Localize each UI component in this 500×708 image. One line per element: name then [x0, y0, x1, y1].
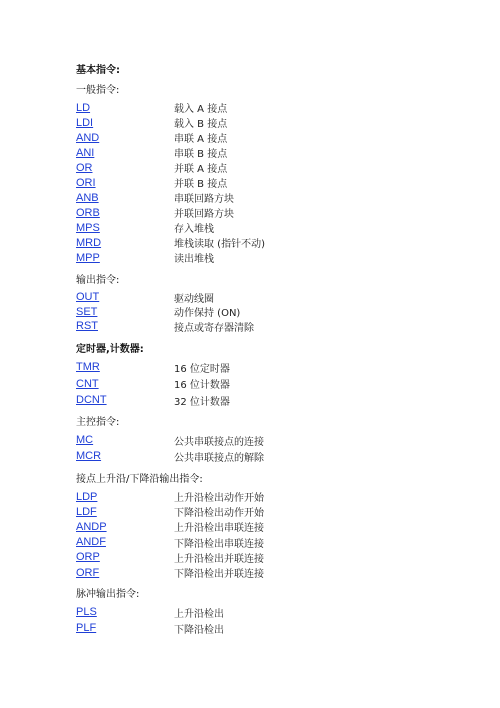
instruction-row — [76, 145, 436, 160]
section-heading: 接点上升沿/下降沿输出指令: — [76, 474, 203, 485]
instruction-row — [76, 565, 436, 580]
instruction-description: 公共串联接点的解除 — [174, 452, 264, 464]
instruction-link[interactable]: MRD — [76, 236, 102, 249]
instruction-row — [76, 100, 436, 115]
instruction-link[interactable]: OUT — [76, 291, 100, 304]
instruction-row — [76, 504, 436, 519]
instruction-link[interactable]: LDF — [76, 505, 97, 518]
section-heading: 一般指令: — [76, 85, 120, 96]
instruction-link[interactable]: LDP — [76, 490, 98, 503]
instruction-link[interactable]: MPP — [76, 251, 100, 264]
instruction-link[interactable]: OR — [76, 161, 93, 174]
instruction-row — [76, 160, 436, 175]
instruction-link[interactable]: LD — [76, 101, 91, 114]
instruction-description: 下降沿检出动作开始 — [174, 508, 264, 520]
instruction-description: 载入 B 接点 — [174, 119, 228, 130]
instruction-link[interactable]: ANDP — [76, 520, 107, 533]
instruction-description: 并联 B 接点 — [174, 179, 228, 190]
instruction-description: 下降沿检出串联连接 — [174, 538, 264, 550]
instruction-row — [76, 519, 436, 534]
section — [76, 342, 436, 409]
instruction-link[interactable]: LDI — [76, 116, 94, 129]
instruction-row — [76, 305, 436, 320]
instruction-link[interactable]: RST — [76, 320, 98, 333]
instruction-link[interactable]: CNT — [76, 377, 99, 390]
instruction-description: 上升沿检出串联连接 — [174, 523, 264, 535]
instruction-row — [76, 290, 436, 305]
section — [76, 83, 436, 265]
instruction-description: 串联 A 接点 — [174, 134, 228, 145]
instruction-link[interactable]: ANDF — [76, 536, 106, 549]
instruction-row — [76, 550, 436, 565]
instruction-description: 串联回路方块 — [174, 194, 234, 205]
instruction-link[interactable]: ANI — [76, 146, 95, 159]
instruction-description: 堆栈读取 (指针不动) — [174, 239, 265, 250]
instruction-row — [76, 359, 436, 376]
instruction-row — [76, 392, 436, 409]
instruction-description: 16 位计数器 — [174, 380, 230, 392]
instruction-row — [76, 115, 436, 130]
instruction-row — [76, 448, 436, 464]
instruction-link[interactable]: ORI — [76, 176, 96, 189]
instruction-row — [76, 220, 436, 235]
instruction-row — [76, 205, 436, 220]
instruction-link[interactable]: DCNT — [76, 394, 107, 407]
section-heading: 定时器,计数器: — [76, 344, 144, 355]
instruction-row — [76, 489, 436, 504]
instruction-description: 存入堆栈 — [174, 224, 214, 235]
section — [76, 587, 436, 636]
instruction-row — [76, 130, 436, 145]
instruction-description: 公共串联接点的连接 — [174, 436, 264, 448]
instruction-link[interactable]: PLS — [76, 606, 97, 618]
section-heading: 主控指令: — [76, 417, 120, 428]
section — [76, 472, 436, 580]
section — [76, 273, 436, 334]
instruction-link[interactable]: ORF — [76, 566, 100, 579]
instruction-description: 32 位计数器 — [174, 396, 230, 408]
instruction-link[interactable]: ORP — [76, 551, 100, 564]
page-title: 基本指令: — [76, 65, 120, 76]
instruction-link[interactable]: SET — [76, 305, 98, 318]
instruction-row — [76, 175, 436, 190]
instruction-link[interactable]: TMR — [76, 361, 100, 374]
instruction-row — [76, 376, 436, 393]
instruction-description: 下降沿检出并联连接 — [174, 569, 264, 581]
instruction-description: 并联回路方块 — [174, 209, 234, 220]
instruction-description: 载入 A 接点 — [174, 104, 228, 115]
instruction-row — [76, 604, 436, 620]
instruction-description: 并联 A 接点 — [174, 164, 228, 175]
instruction-description: 上升沿检出 — [174, 608, 224, 620]
instruction-row — [76, 319, 436, 334]
instruction-description: 读出堆栈 — [174, 254, 214, 265]
instruction-description: 动作保持 (ON) — [174, 308, 241, 320]
instruction-description: 16 位定时器 — [174, 363, 230, 375]
instruction-link[interactable]: MCR — [76, 450, 102, 462]
section-heading: 脉冲输出指令: — [76, 589, 140, 600]
instruction-row — [76, 535, 436, 550]
instruction-row — [76, 432, 436, 448]
instruction-description: 串联 B 接点 — [174, 149, 228, 160]
instruction-description: 接点或寄存器清除 — [174, 322, 254, 334]
instruction-description: 上升沿检出并联连接 — [174, 553, 264, 565]
instruction-link[interactable]: ORB — [76, 206, 100, 219]
instruction-link[interactable]: ANB — [76, 191, 99, 204]
instruction-row — [76, 235, 436, 250]
instruction-description: 下降沿检出 — [174, 624, 224, 636]
instruction-description: 上升沿检出动作开始 — [174, 493, 264, 505]
instruction-link[interactable]: AND — [76, 131, 100, 144]
instruction-description: 驱动线圈 — [174, 293, 214, 305]
instruction-link[interactable]: MPS — [76, 221, 100, 234]
instruction-row — [76, 250, 436, 265]
instruction-link[interactable]: MC — [76, 434, 94, 446]
instruction-row — [76, 190, 436, 205]
section — [76, 415, 436, 464]
instruction-row — [76, 620, 436, 636]
instruction-link[interactable]: PLF — [76, 622, 97, 634]
section-heading: 输出指令: — [76, 275, 120, 286]
